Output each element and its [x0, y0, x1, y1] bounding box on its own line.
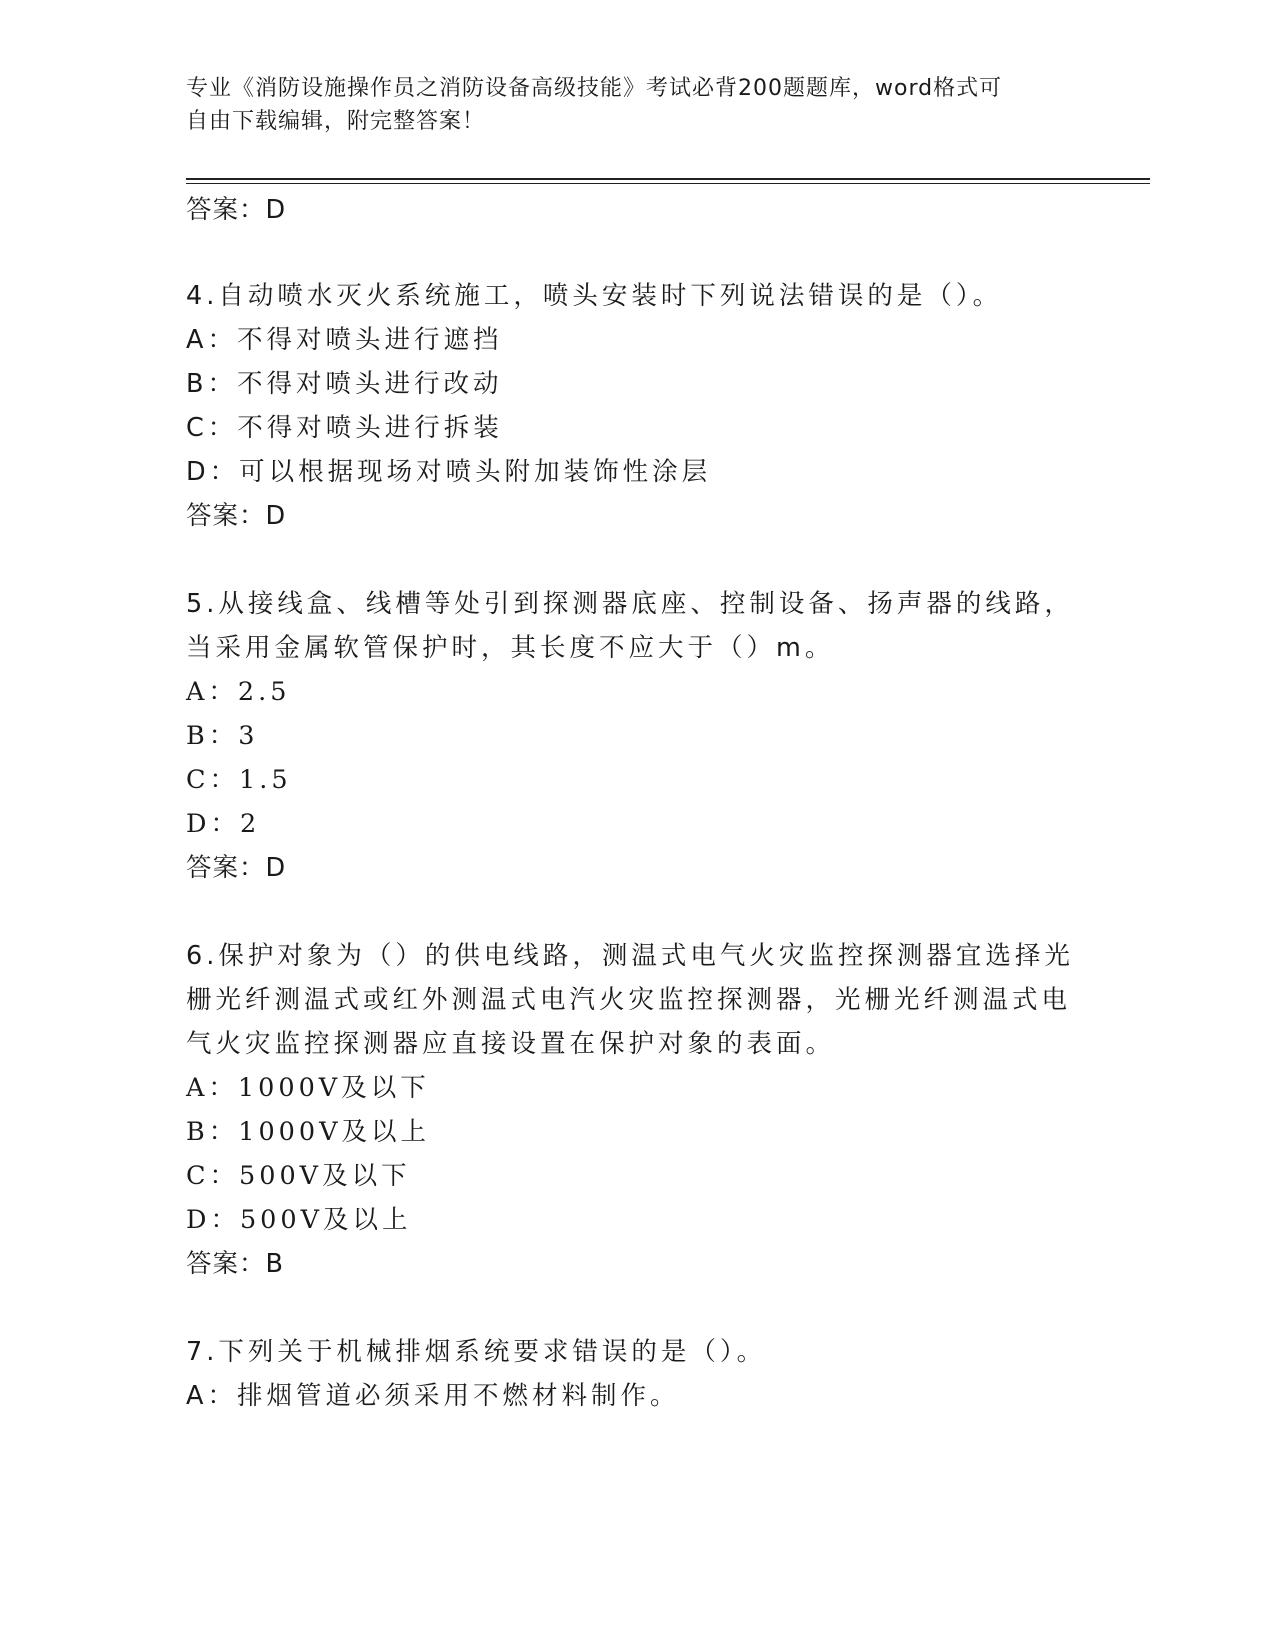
question-6-option-a: A：1000V及以下: [186, 1073, 430, 1103]
question-6-stem-line-3: 气火灾监控探测器应直接设置在保护对象的表面。: [186, 1029, 836, 1059]
question-6-answer: 答案：B: [186, 1249, 284, 1279]
question-4-option-c: C：不得对喷头进行拆装: [186, 413, 503, 443]
question-7-stem: 7.下列关于机械排烟系统要求错误的是（）。: [186, 1337, 767, 1367]
question-5-option-d: D：2: [186, 809, 261, 839]
question-5-option-b: B：3: [186, 721, 259, 751]
question-6-stem-line-2: 栅光纤测温式或红外测温式电汽火灾监控探测器，光栅光纤测温式电: [186, 985, 1072, 1015]
document-header: [186, 72, 1066, 138]
question-4-answer: 答案：D: [186, 501, 287, 531]
question-4-option-d: D：可以根据现场对喷头附加装饰性涂层: [186, 457, 712, 487]
question-4-stem: 4.自动喷水灭火系统施工，喷头安装时下列说法错误的是（）。: [186, 281, 1003, 311]
question-6-option-b: B：1000V及以上: [186, 1117, 431, 1147]
question-5-stem-line-2: 当采用金属软管保护时，其长度不应大于（）m。: [186, 633, 835, 663]
question-5-stem-line-1: 5.从接线盒、线槽等处引到探测器底座、控制设备、扬声器的线路，: [186, 589, 1074, 619]
header-rule-thick: [186, 178, 1150, 180]
question-5-option-c: C：1.5: [186, 765, 292, 795]
header-line-2: 自由下载编辑，附完整答案！: [186, 109, 486, 134]
answer-prev: 答案：D: [186, 195, 287, 225]
question-6-option-d: D：500V及以上: [186, 1205, 412, 1235]
question-4-option-b: B：不得对喷头进行改动: [186, 369, 503, 399]
question-6-option-c: C：500V及以下: [186, 1161, 411, 1191]
header-line-1: 专业《消防设施操作员之消防设备高级技能》考试必背200题题库，word格式可: [186, 76, 1003, 101]
question-5-answer: 答案：D: [186, 853, 287, 883]
question-5-option-a: A：2.5: [186, 677, 291, 707]
header-rule-thin: [186, 183, 1150, 184]
question-4-option-a: A：不得对喷头进行遮挡: [186, 325, 503, 355]
question-7-option-a: A：排烟管道必须采用不燃材料制作。: [186, 1381, 680, 1411]
question-6-stem-line-1: 6.保护对象为（）的供电线路，测温式电气火灾监控探测器宜选择光: [186, 941, 1074, 971]
